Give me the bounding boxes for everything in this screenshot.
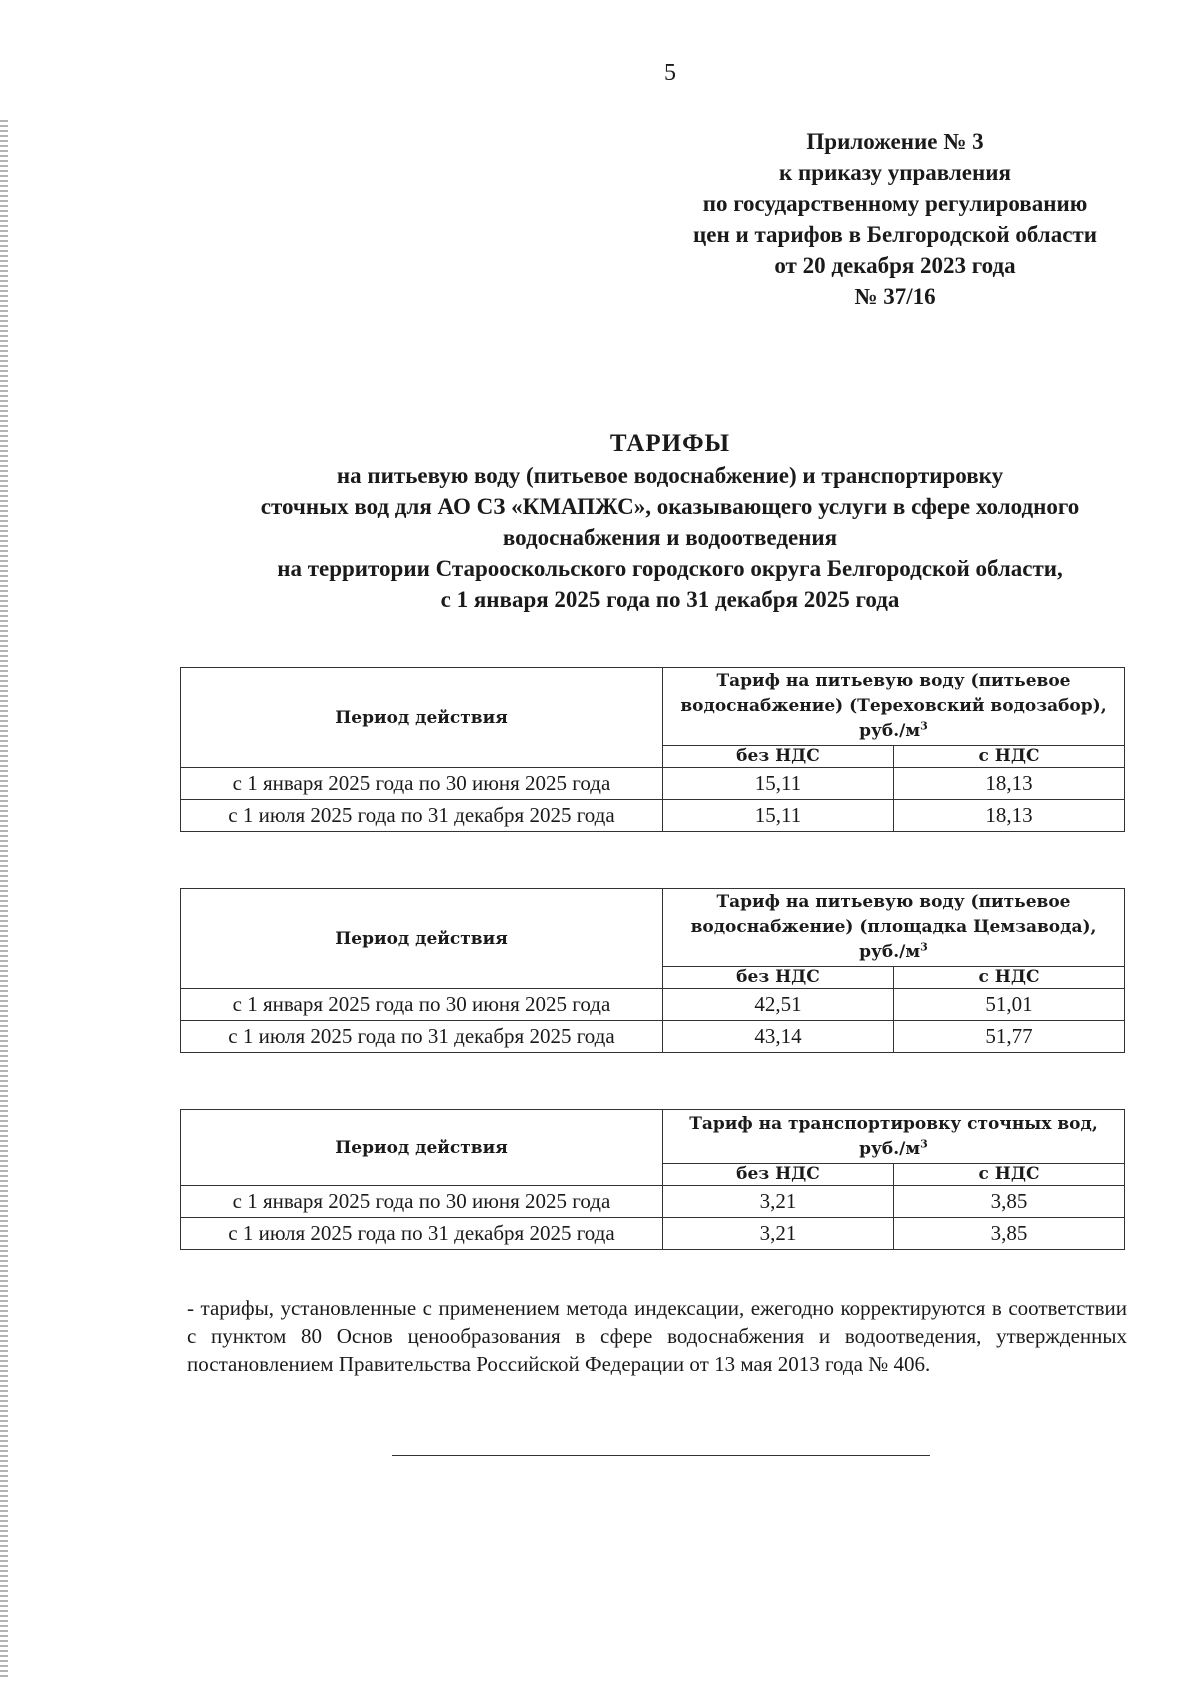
column-header-with-vat: с НДС [894,1164,1125,1186]
tariff-header [663,668,1125,746]
tariff-header [663,889,1125,967]
table-row [181,1186,1125,1218]
title-line: водоснабжения и водоотведения [502,525,838,550]
period-cell: с 1 июля 2025 года по 31 декабря 2025 года [181,800,663,832]
value-with-vat: 3,85 [894,1186,1125,1218]
appendix-line: по государственному регулированию [702,191,1088,216]
title-line: с 1 января 2025 года по 31 декабря 2025 года [440,587,900,612]
column-header-with-vat: с НДС [894,967,1125,989]
period-cell: с 1 января 2025 года по 30 июня 2025 года [181,768,663,800]
appendix-line: Приложение № 3 [806,129,984,154]
value-without-vat: 3,21 [663,1218,894,1250]
unit-superscript: 3 [920,1136,928,1150]
column-header-without-vat: без НДС [663,967,894,989]
unit-superscript: 3 [920,719,928,733]
value-with-vat: 51,01 [894,989,1125,1021]
column-header-without-vat: без НДС [663,746,894,768]
period-header: Период действия [181,1110,663,1186]
appendix-reference [660,126,1130,312]
value-without-vat: 42,51 [663,989,894,1021]
value-with-vat: 18,13 [894,800,1125,832]
title-line: на питьевую воду (питьевое водоснабжение) и транспортировку [336,463,1004,488]
appendix-line: от 20 декабря 2023 года [774,253,1016,278]
tariff-header [663,1110,1125,1164]
period-header: Период действия [181,668,663,768]
table-row [181,1021,1125,1053]
tariff-header-text: Тариф на питьевую воду (питьевое водоснабжение) (Тереховский водозабор), руб./м [680,671,1107,741]
value-with-vat: 51,77 [894,1021,1125,1053]
table-row [181,800,1125,832]
appendix-line: № 37/16 [854,284,936,309]
appendix-line: цен и тарифов в Белгородской области [693,222,1097,247]
tariff-table-terekhovsky [180,667,1125,832]
table-row [181,1218,1125,1250]
document-title [180,428,1160,615]
value-with-vat: 18,13 [894,768,1125,800]
period-cell: с 1 июля 2025 года по 31 декабря 2025 года [181,1218,663,1250]
period-header: Период действия [181,889,663,989]
unit-superscript: 3 [920,940,928,954]
scan-edge-artifact [0,120,8,1680]
appendix-line: к приказу управления [779,160,1011,185]
tariff-header-text: Тариф на питьевую воду (питьевое водоснабжение) (площадка Цемзавода), руб./м [690,892,1097,962]
tariff-table-cement-plant [180,888,1125,1053]
footer-divider [392,1455,930,1456]
title-main: ТАРИФЫ [609,430,731,457]
title-line: сточных вод для АО СЗ «КМАПЖС», оказывающего услуги в сфере холодного [260,494,1080,519]
table-row [181,989,1125,1021]
period-cell: с 1 января 2025 года по 30 июня 2025 года [181,989,663,1021]
page-number: 5 [664,60,676,86]
value-without-vat: 43,14 [663,1021,894,1053]
footnote: - тарифы, установленные с применением метода индексации, ежегодно корректируются в соответствии с пунктом 80 Основ ценообразования в сфере водоснабжения и водоотведения, утвержденных постановлением Правительства Российской Федерации от 13 мая 2013 года № 406. [187,1296,1127,1376]
period-cell: с 1 января 2025 года по 30 июня 2025 года [181,1186,663,1218]
tariff-header-text: Тариф на транспортировку сточных вод, руб./м [689,1113,1098,1159]
value-without-vat: 15,11 [663,768,894,800]
table-row [181,768,1125,800]
column-header-with-vat: с НДС [894,746,1125,768]
period-cell: с 1 июля 2025 года по 31 декабря 2025 года [181,1021,663,1053]
value-without-vat: 3,21 [663,1186,894,1218]
value-with-vat: 3,85 [894,1218,1125,1250]
value-without-vat: 15,11 [663,800,894,832]
column-header-without-vat: без НДС [663,1164,894,1186]
title-line: на территории Старооскольского городского округа Белгородской области, [277,556,1063,581]
tariff-table-wastewater [180,1109,1125,1250]
